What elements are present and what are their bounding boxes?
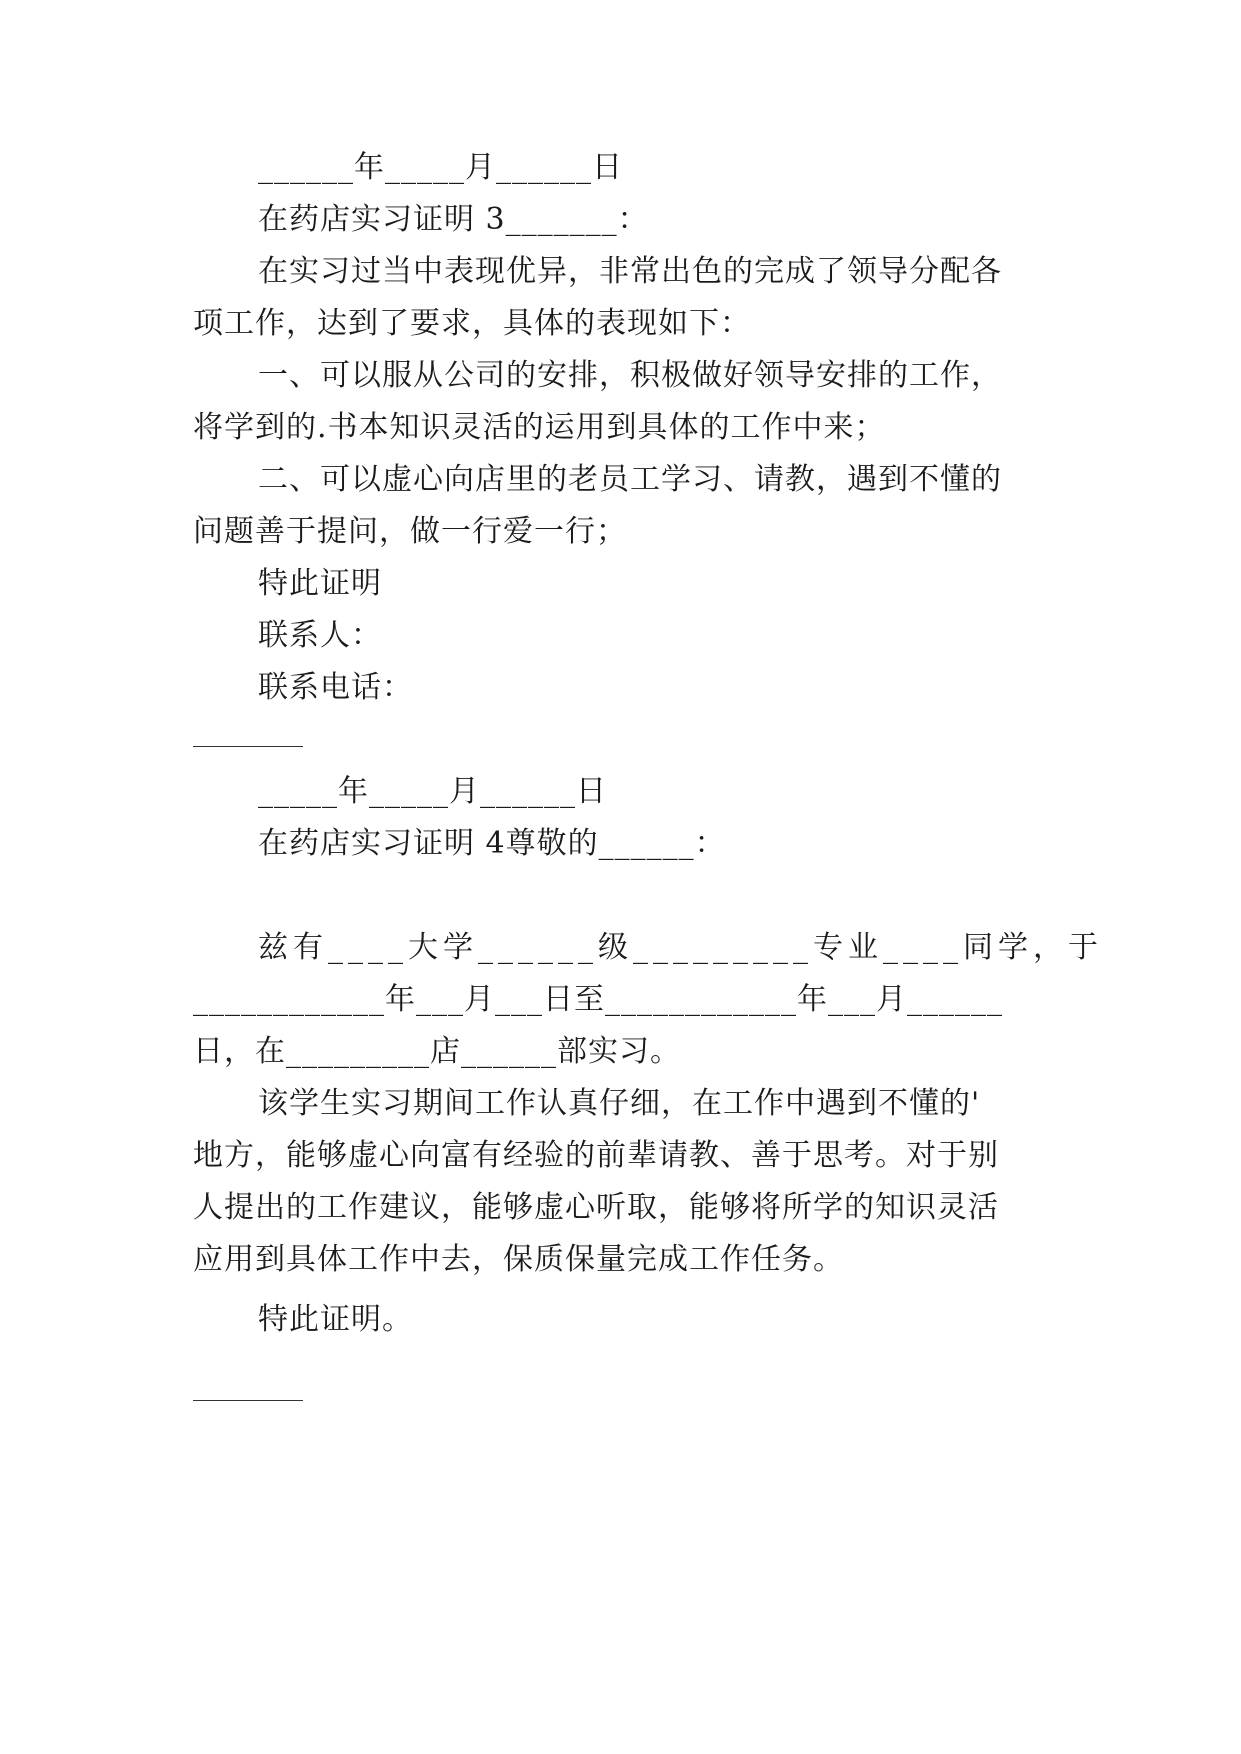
paragraph-3-line-1: 二、可以虚心向店里的老员工学习、请教，遇到不懂的 xyxy=(258,462,1002,497)
signature-rule-1 xyxy=(193,746,303,747)
paragraph-2-line-2: 将学到的.书本知识灵活的运用到具体的工作中来； xyxy=(193,410,886,445)
signature-rule-2 xyxy=(193,1400,303,1401)
paragraph-4-line-2: ____________年___月___日至____________年___月______ xyxy=(193,982,1003,1017)
paragraph-3-line-2: 问题善于提问，做一行爱一行； xyxy=(193,514,627,549)
paragraph-5-line-1: 该学生实习期间工作认真仔细，在工作中遇到不懂的' xyxy=(258,1086,981,1121)
date-line-2: _____年_____月______日 xyxy=(258,774,607,809)
paragraph-1-line-1: 在实习过当中表现优异，非常出色的完成了领导分配各 xyxy=(258,254,1002,289)
paragraph-1-line-2: 项工作，达到了要求，具体的表现如下： xyxy=(193,306,751,341)
contact-person-label: 联系人： xyxy=(258,618,382,653)
paragraph-2-line-1: 一、可以服从公司的安排，积极做好领导安排的工作， xyxy=(258,358,1002,393)
contact-phone-label: 联系电话： xyxy=(258,670,413,705)
paragraph-5-line-4: 应用到具体工作中去，保质保量完成工作任务。 xyxy=(193,1242,844,1277)
paragraph-5-line-2: 地方，能够虚心向富有经验的前辈请教、善于思考。对于别 xyxy=(193,1138,999,1173)
paragraph-4-line-1: 兹有____大学______级_________专业____同学，于 xyxy=(258,930,1103,965)
certificate-4-title: 在药店实习证明 4尊敬的______： xyxy=(258,826,726,861)
certify-text-2: 特此证明。 xyxy=(258,1302,413,1337)
date-line-1: ______年_____月______日 xyxy=(258,150,623,185)
certificate-3-title: 在药店实习证明 3_______： xyxy=(258,202,649,237)
certify-text-1: 特此证明 xyxy=(258,566,382,601)
paragraph-4-line-3: 日，在_________店______部实习。 xyxy=(193,1034,681,1069)
paragraph-5-line-3: 人提出的工作建议，能够虚心听取，能够将所学的知识灵活 xyxy=(193,1190,999,1225)
